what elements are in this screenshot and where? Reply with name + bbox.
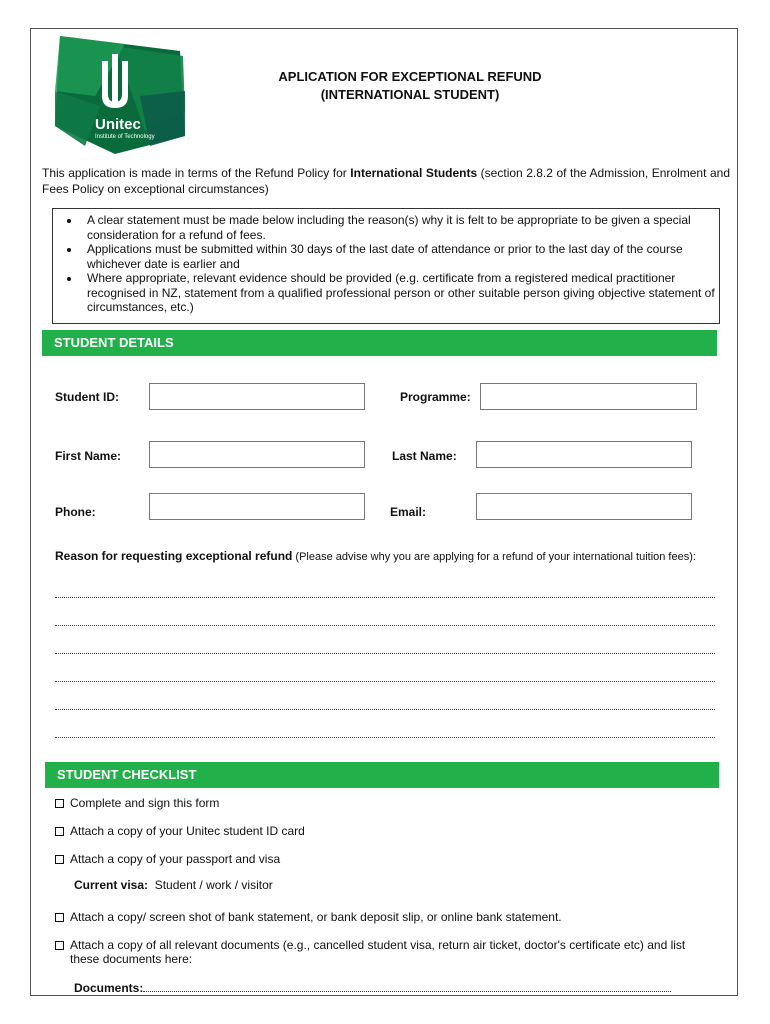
- reason-label: Reason for requesting exceptional refund: [55, 549, 293, 563]
- documents-label: Documents:: [74, 981, 144, 995]
- intro-part-2: (section 2.8.2 of the Admission, Enrolment and Fees Policy on exceptional circumstances): [42, 166, 730, 196]
- email-label: Email:: [390, 505, 427, 519]
- checklist-item[interactable]: [55, 852, 715, 866]
- note-item: • Where appropriate, relevant evidence should be provided (e.g. certificate from a registered medical practitioner recognised in NZ, statement from a qualified professional person or other suitable person giving objective statement of circumstances, etc.): [81, 271, 719, 315]
- logo-text: Unitec: [95, 116, 141, 133]
- checklist-item[interactable]: [55, 824, 715, 838]
- form-title: [200, 68, 620, 104]
- notes-box: [52, 208, 720, 324]
- first-name-input[interactable]: [149, 441, 365, 468]
- reason-line[interactable]: [55, 623, 715, 626]
- current-visa-options[interactable]: Student / work / visitor: [154, 878, 273, 892]
- title-line-1: APLICATION FOR EXCEPTIONAL REFUND: [278, 69, 542, 84]
- current-visa-label: Current visa:: [74, 878, 149, 892]
- intro-paragraph: [42, 165, 730, 197]
- current-visa-row: [74, 878, 273, 892]
- checkbox-icon[interactable]: [55, 827, 64, 836]
- checklist-item-label: Attach a copy of all relevant documents (e.g., cancelled student visa, return air ticket, doctor's certificate etc) and list these documents here:: [70, 938, 686, 966]
- intro-bold: International Students: [350, 166, 478, 180]
- phone-input[interactable]: [149, 493, 365, 520]
- checklist-item[interactable]: [55, 938, 710, 966]
- email-input[interactable]: [476, 493, 692, 520]
- documents-row: [74, 981, 671, 995]
- checkbox-icon[interactable]: [55, 913, 64, 922]
- programme-input[interactable]: [480, 383, 697, 410]
- checkbox-icon[interactable]: [55, 855, 64, 864]
- reason-line[interactable]: [55, 651, 715, 654]
- last-name-input[interactable]: [476, 441, 692, 468]
- reason-line[interactable]: [55, 595, 715, 598]
- note-item: • Applications must be submitted within 30 days of the last date of attendance or prior to the last day of the course whichever date is earlier and: [81, 242, 719, 271]
- reason-hint: (Please advise why you are applying for a refund of your international tuition fees):: [292, 551, 696, 563]
- checklist-item-label: Attach a copy of your Unitec student ID card: [70, 824, 305, 838]
- programme-label: Programme:: [400, 390, 471, 404]
- note-item: • A clear statement must be made below including the reason(s) why it is felt to be appropriate to be given a special consideration for a refund of fees.: [81, 213, 719, 242]
- student-id-input[interactable]: [149, 383, 365, 410]
- student-checklist-heading: STUDENT CHECKLIST: [45, 762, 719, 788]
- checklist-item-label: Complete and sign this form: [70, 796, 220, 810]
- checklist-item-label: Attach a copy of your passport and visa: [70, 852, 281, 866]
- intro-part-1: This application is made in terms of the Refund Policy for: [42, 166, 351, 180]
- checklist-item[interactable]: [55, 910, 715, 924]
- unitec-logo: [55, 36, 185, 156]
- checklist-item[interactable]: [55, 796, 715, 810]
- phone-label: Phone:: [55, 505, 96, 519]
- student-details-heading: STUDENT DETAILS: [42, 330, 717, 356]
- checklist-item-label: Attach a copy/ screen shot of bank statement, or bank deposit slip, or online bank statement.: [70, 910, 562, 924]
- checkbox-icon[interactable]: [55, 799, 64, 808]
- reason-line[interactable]: [55, 707, 715, 710]
- notes-list: [53, 213, 719, 315]
- logo-subtext: Institute of Technology: [95, 134, 155, 140]
- reason-line[interactable]: [55, 735, 715, 738]
- title-line-2: (INTERNATIONAL STUDENT): [320, 87, 500, 102]
- reason-prompt: [55, 550, 715, 564]
- last-name-label: Last Name:: [392, 449, 457, 463]
- documents-line[interactable]: [143, 981, 671, 992]
- checkbox-icon[interactable]: [55, 941, 64, 950]
- reason-line[interactable]: [55, 679, 715, 682]
- first-name-label: First Name:: [55, 449, 122, 463]
- student-id-label: Student ID:: [55, 390, 119, 404]
